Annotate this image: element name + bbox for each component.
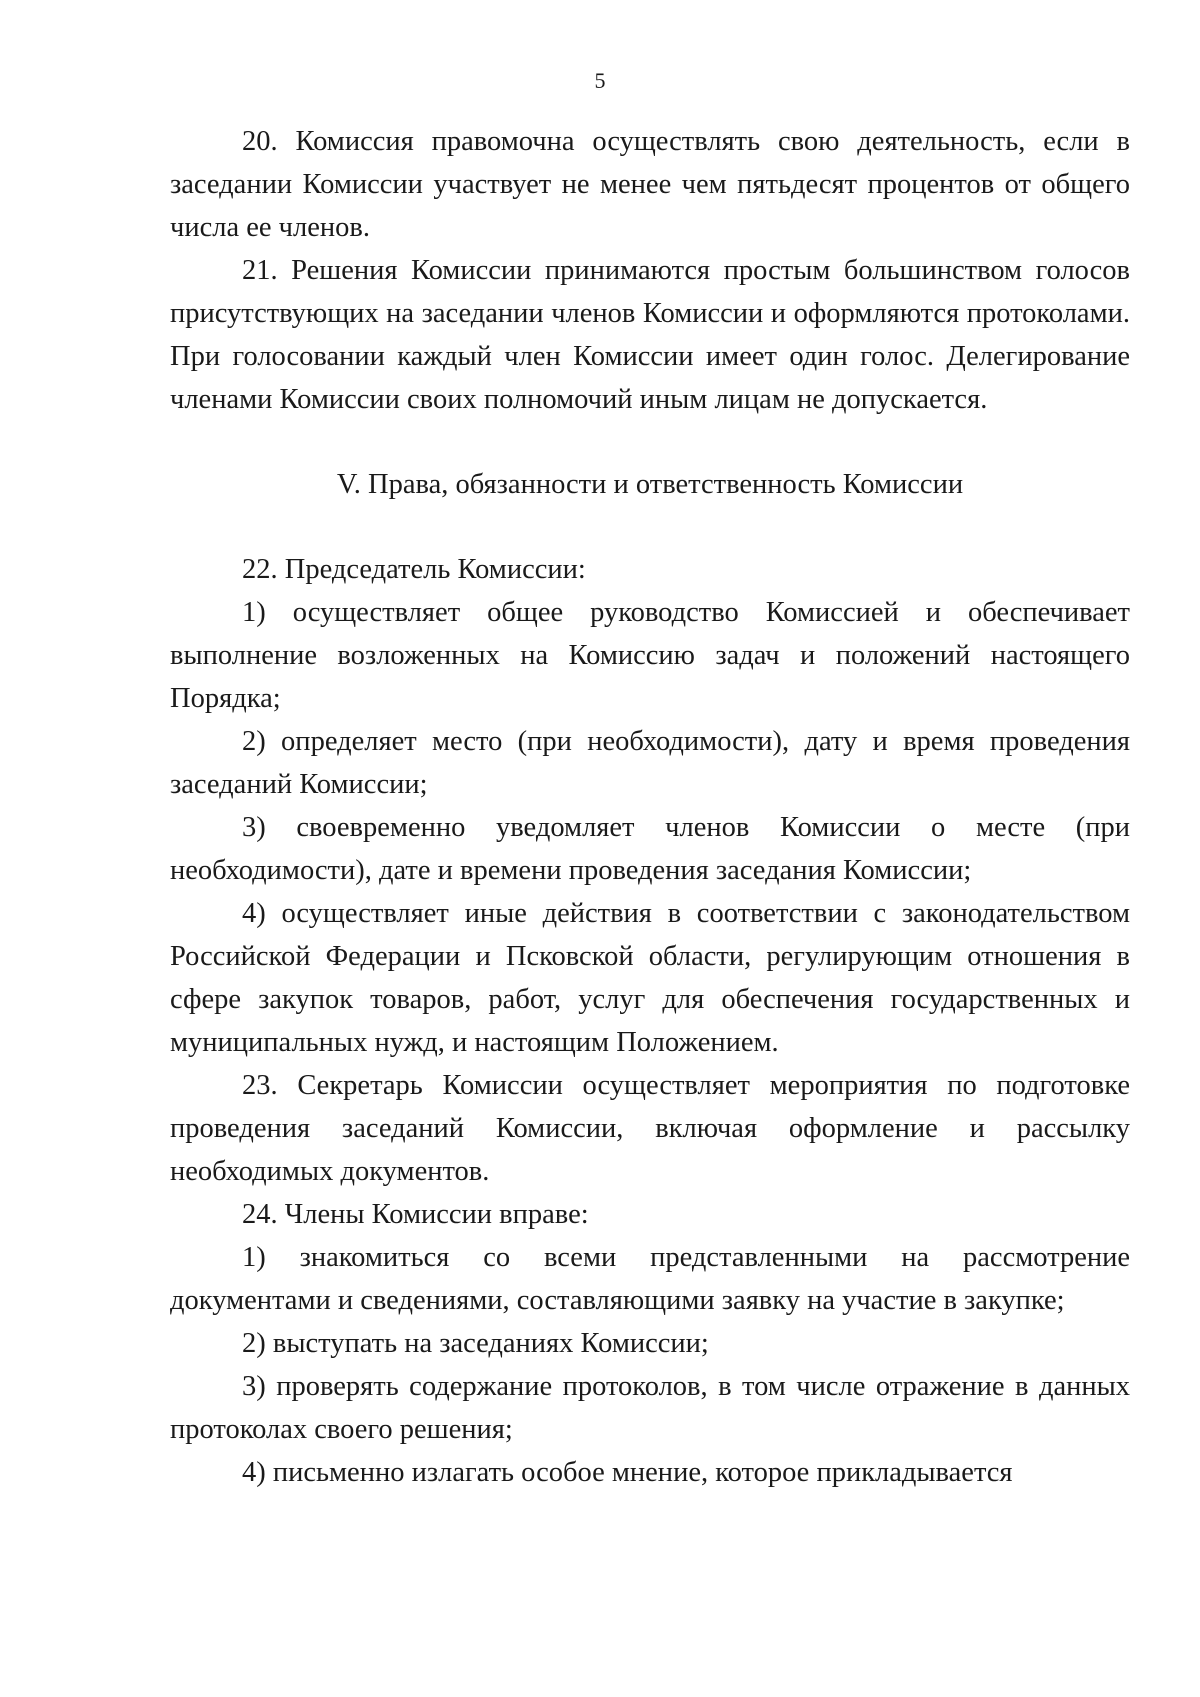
list-item-22-2: 2) определяет место (при необходимости), дату и время проведения заседаний Комиссии; [170,726,1130,800]
list-item-22-3: 3) своевременно уведомляет членов Комиссии о месте (при необходимости), дате и времени проведения заседания Комиссии; [170,812,1130,886]
paragraph-24: 24. Члены Комиссии вправе: [242,1199,589,1230]
list-item-24-3: 3) проверять содержание протоколов, в том числе отражение в данных протоколах своего решения; [170,1371,1130,1445]
list-item-24-4: 4) письменно излагать особое мнение, которое прикладывается [242,1457,1013,1488]
list-item-22-4: 4) осуществляет иные действия в соответствии с законодательством Российской Федерации и Псковской области, регулирующим отношения в сфере закупок товаров, работ, услуг для обеспечения государственных и муниципальных нужд, и настоящим Положением. [170,898,1130,1058]
section-heading: V. Права, обязанности и ответственность Комиссии [336,469,964,500]
page-number: 5 [594,68,606,93]
list-item-24-1: 1) знакомиться со всеми представленными на рассмотрение документами и сведениями, составляющими заявку на участие в закупке; [170,1242,1130,1316]
document-body [170,120,1130,1494]
paragraph-23: 23. Секретарь Комиссии осуществляет мероприятия по подготовке проведения заседаний Комиссии, включая оформление и рассылку необходимых документов. [170,1070,1130,1187]
paragraph-20: 20. Комиссия правомочна осуществлять свою деятельность, если в заседании Комиссии участвует не менее чем пятьдесят процентов от общего числа ее членов. [170,126,1130,243]
list-item-22-1: 1) осуществляет общее руководство Комиссией и обеспечивает выполнение возложенных на Комиссию задач и положений настоящего Порядка; [170,597,1130,714]
paragraph-22: 22. Председатель Комиссии: [242,554,586,585]
list-item-24-2: 2) выступать на заседаниях Комиссии; [242,1328,709,1359]
paragraph-21: 21. Решения Комиссии принимаются простым большинством голосов присутствующих на заседании членов Комиссии и оформляются протоколами. При голосовании каждый член Комиссии имеет один голос. Делегирование членами Комиссии своих полномочий иным лицам не допускается. [170,255,1130,415]
